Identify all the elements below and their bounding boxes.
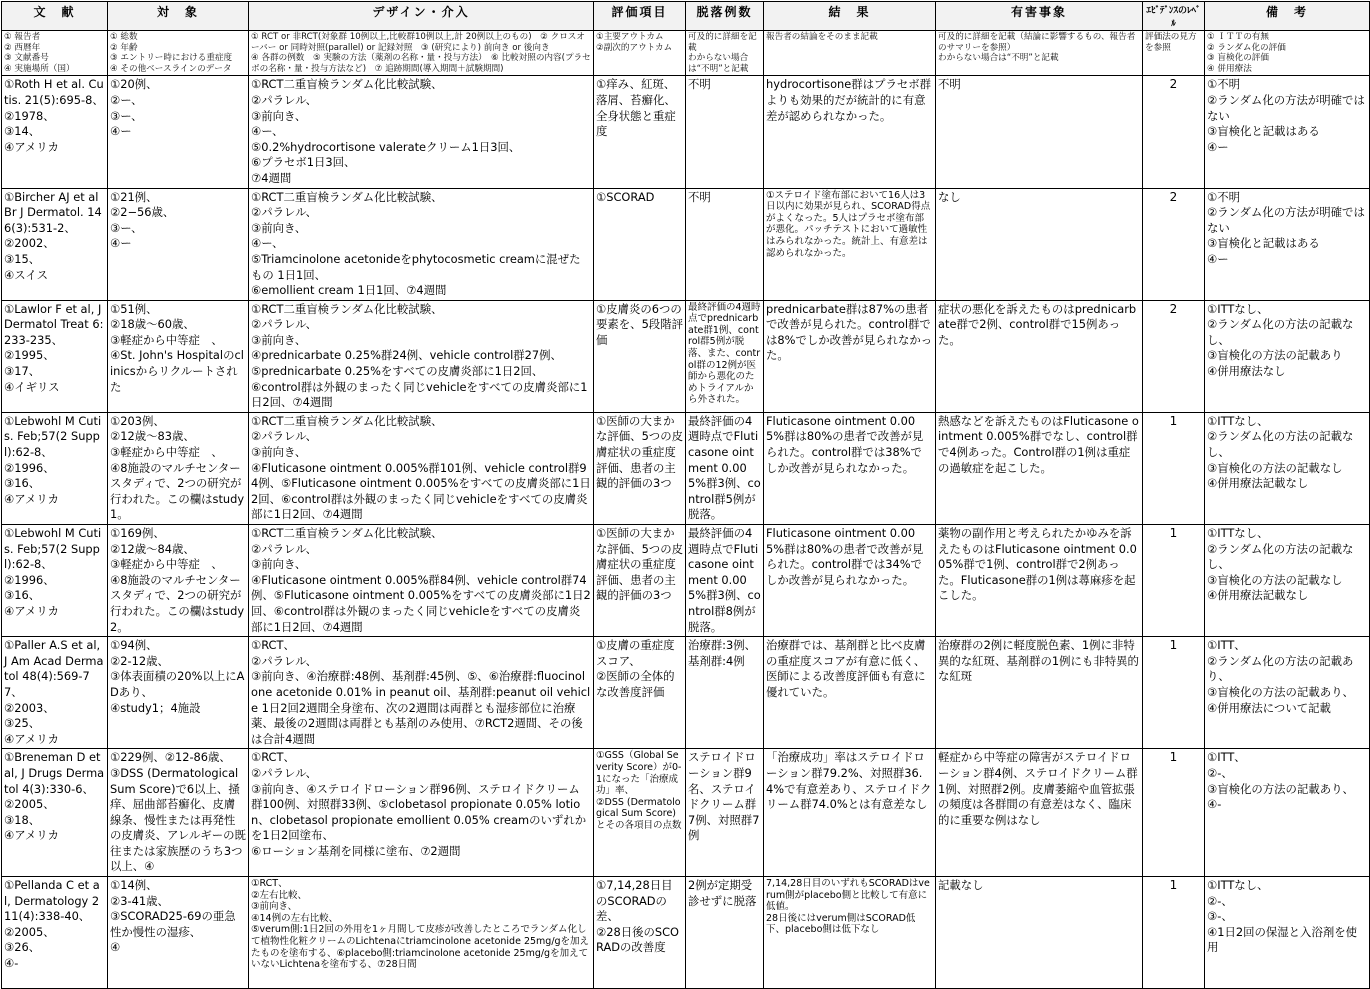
cell-line: ③前向き、 xyxy=(251,220,307,235)
cell-adverse-event xyxy=(936,300,1143,412)
cell-line: ②1978、 xyxy=(4,108,55,123)
cell-subject xyxy=(108,300,249,412)
cell-line: ①Bircher AJ et al Br J Dermatol. 146(3):531-2、 xyxy=(4,189,102,235)
cell-line: ④アメリカ xyxy=(4,139,59,154)
cell-line: ①医師の大まかな評価、5つの皮膚症状の重症度評価、患者の主観的評価の3つ xyxy=(596,526,683,603)
cell-line: ④1日2回の保湿と入浴剤を使用 xyxy=(1207,924,1358,955)
cell-line: ①Lebwohl M Cutis. Feb;57(2 Suppl):62-8、 xyxy=(4,413,102,460)
cell-evidence-level: 1 xyxy=(1143,877,1205,989)
cell-line: ①14例、 xyxy=(110,878,158,893)
cell-line: ③15、 xyxy=(4,251,41,266)
cell-design xyxy=(249,76,594,188)
cell-reference xyxy=(2,188,108,300)
cell-dropout xyxy=(686,637,764,749)
cell-line: ①ITTなし、 xyxy=(1207,301,1269,316)
cell-subject xyxy=(108,877,249,989)
subheader-row xyxy=(2,31,1370,76)
subheader-line: ① 総数 xyxy=(110,32,138,42)
cell-line: ①203例、 xyxy=(110,413,165,428)
cell-line: ②ランダム化の方法が明確ではない xyxy=(1207,92,1365,123)
cell-subject xyxy=(108,412,249,524)
cell-line: ⑤prednicarbate 0.25%をすべての皮膚炎部に1日2回、 xyxy=(251,364,544,379)
header-design: デザイン・介入 xyxy=(249,2,594,31)
cell-line: ④14例の左右比較、 xyxy=(251,912,339,924)
cell-line: ④St. John's Hospitalのclinicsからリクルートされた xyxy=(110,348,244,394)
cell-line: ②2003、 xyxy=(4,700,55,715)
cell-line: ④併用療法について記載 xyxy=(1207,700,1331,715)
cell-line: ③DSS (Dermatological Sum Score)で6以上、掻痒、屈曲部苔癬化、皮膚線条、慢性または再発性の皮膚炎、アレルギーの既往または家族歴のうち3つ以上、④ xyxy=(110,765,246,874)
cell-line: ②ランダム化の方法が明確ではない xyxy=(1207,205,1365,235)
cell-line: ⑤0.2%hydrocortisone valerateクリーム1日3回、 xyxy=(251,139,521,154)
cell-line: ②ランダム化の方法の記載なし、 xyxy=(1207,317,1354,347)
cell-line: ④ー xyxy=(1207,139,1229,154)
header-level: ｴﾋﾞﾃﾞﾝｽのﾚﾍﾞﾙ xyxy=(1143,2,1205,31)
cell-line: ⑥ローション基剤を同様に塗布、⑦2週間 xyxy=(251,843,461,858)
header-subject: 対 象 xyxy=(108,2,249,31)
cell-line: ①20例、 xyxy=(110,77,158,92)
cell-note xyxy=(1205,412,1370,524)
cell-subject xyxy=(108,637,249,749)
cell-line: 7,14,28日目のいずれもSCORADはverum側がplacebo側と比較して有意に低値。 xyxy=(766,878,930,913)
cell-line: 治療群の2例に軽度脱色素、1例に非特異的な紅斑、基剤群の1例にも非特異的な紅斑 xyxy=(938,638,1139,684)
cell-line: ③盲検化の方法の記載あり xyxy=(1207,348,1343,363)
cell-note xyxy=(1205,188,1370,300)
cell-line: ④Fluticasone ointment 0.005%群84例、vehicle control群74例、⑤Fluticasone ointment 0.005%をすべての皮膚炎部に1日2回、⑥control群は外観のまったく同じvehicleをすべての皮膚炎部に1日2回、⑦4週間 xyxy=(251,572,591,634)
cell-line: ②パラレル、 xyxy=(251,92,317,107)
header-result: 結 果 xyxy=(764,2,936,31)
cell-line: Fluticasone ointment 0.005%群は80%の患者で改善が見られた。control群では38%でしか改善が見られなかった。 xyxy=(766,413,924,475)
cell-line: ④- xyxy=(1207,797,1222,812)
cell-line: ③16、 xyxy=(4,476,41,491)
cell-line: ③ー、 xyxy=(110,108,143,123)
cell-line: ④併用療法記載なし xyxy=(1207,588,1309,603)
cell-line: 軽症から中等症の障害がステロイドローション群4例、ステロイドクリーム群1例、対照群2例。皮膚萎縮や血管拡張の頻度は各群間の有意差はなく、臨床的に重要な例はなし xyxy=(938,750,1138,827)
cell-note xyxy=(1205,877,1370,989)
cell-line: ④ xyxy=(110,940,121,955)
cell-line: ①Lebwohl M Cutis. Feb;57(2 Suppl):62-8、 xyxy=(4,526,102,572)
cell-line: ①RCT二重盲検ランダム化比較試験、 xyxy=(251,301,443,316)
cell-line: ①不明 xyxy=(1207,189,1240,204)
cell-dropout xyxy=(686,749,764,877)
cell-line: ②18歳〜60歳、 xyxy=(110,317,195,332)
cell-note xyxy=(1205,300,1370,412)
subheader-line: ② 年齢 xyxy=(110,42,138,53)
cell-dropout xyxy=(686,412,764,524)
cell-line: ①51例、 xyxy=(110,301,158,316)
header-row xyxy=(2,2,1370,31)
cell-line: ①RCT二重盲検ランダム化比較試験、 xyxy=(251,189,443,204)
subheader-line: ③ 文献番号 xyxy=(4,53,49,64)
cell-line: ③前向き、 xyxy=(251,557,307,572)
cell-line: 28日後にはverum側はSCORAD低下、placebo側は低下なし xyxy=(766,912,916,936)
cell-adverse-event xyxy=(936,525,1143,637)
cell-line: ④イギリス xyxy=(4,379,60,394)
table-row xyxy=(2,637,1370,749)
cell-line: ③前向き、 xyxy=(251,901,298,913)
cell-line: ①Breneman D et al, J Drugs Dermatol 4(3):330-6、 xyxy=(4,750,105,796)
cell-subject xyxy=(108,188,249,300)
cell-line: ③盲検化と記載はある xyxy=(1207,124,1320,139)
cell-line: ①痒み、紅斑、落屑、苔癬化、全身状態と重症度 xyxy=(596,77,676,139)
cell-evidence-level: 2 xyxy=(1143,76,1205,188)
cell-line: ③18、 xyxy=(4,812,41,827)
cell-line: ②パラレル、 xyxy=(251,541,317,556)
cell-line: ①ステロイド塗布部において16人は3日以内に効果が見られ、SCORAD得点がよくなった。5人はプラセボ塗布部が悪化。パッチテストにおいて過敏性はみられなかった。統計上、有意差は認められなかった。 xyxy=(766,189,931,259)
cell-line: ②パラレル、 xyxy=(251,653,317,668)
cell-reference xyxy=(2,637,108,749)
cell-line: ①皮膚炎の6つの要素を、5段階評価 xyxy=(596,301,683,347)
cell-design xyxy=(249,525,594,637)
cell-line: ④prednicarbate 0.25%群24例、vehicle control群27例、 xyxy=(251,348,562,363)
cell-line: ④併用療法記載なし xyxy=(1207,476,1309,491)
cell-line: 治療群では、基剤群と比べ皮膚の重症度スコアが有意に低く、医師による改善度評価も有意に優れていた。 xyxy=(766,638,926,699)
cell-subject xyxy=(108,749,249,877)
cell-line: ④ー、 xyxy=(251,236,284,251)
cell-line: ②2005、 xyxy=(4,797,55,812)
cell-note xyxy=(1205,637,1370,749)
subheader-line: ① RCT or 非RCT(対象群 10例以上,比較群10例以上,計 20例以上のもの) ② クロスオーバー or 同時対照(parallel) or 記録対照 ③ (研究により) 前向き or 後向き xyxy=(251,32,585,53)
cell-line: ②2−56歳、 xyxy=(110,205,175,220)
subheader-note xyxy=(1205,31,1370,76)
cell-line: ①21例、 xyxy=(110,189,158,204)
cell-line: ④ー、 xyxy=(251,124,284,139)
evidence-table xyxy=(1,1,1370,989)
cell-evidence-level: 1 xyxy=(1143,749,1205,877)
cell-reference xyxy=(2,877,108,989)
subheader-line: 可及的に詳細を記載 xyxy=(688,32,757,53)
cell-dropout xyxy=(686,76,764,188)
subheader-dropout xyxy=(686,31,764,76)
cell-line: ②1996、 xyxy=(4,460,55,475)
cell-line: ②ランダム化の方法の記載なし、 xyxy=(1207,429,1354,460)
cell-evidence-level: 1 xyxy=(1143,525,1205,637)
cell-line: ③盲検化の方法の記載あり、 xyxy=(1207,684,1354,699)
cell-line: ②-、 xyxy=(1207,893,1233,908)
cell-line: ③盲検化の方法の記載なし xyxy=(1207,572,1343,587)
cell-evaluation xyxy=(594,76,686,188)
cell-line: ④8施設のマルチセンタースタディで、2つの研究が行われた。この欄はstudy 2。 xyxy=(110,572,245,634)
cell-line: ①RCT二重盲検ランダム化比較試験、 xyxy=(251,526,443,540)
cell-line: ⑥control群は外観のまったく同じvehicleをすべての皮膚炎部に1日2回、⑦4週間 xyxy=(251,379,588,410)
cell-line: ③前向き、④ステロイドローション群96例、ステロイドクリーム群100例、対照群33例、⑤clobetasol propionate 0.05% lotion、clobetasol propionate emollient 0.05% creamのいずれかを1日2回塗布、 xyxy=(251,781,587,843)
cell-line: ②医師の全体的な改善度評価 xyxy=(596,669,675,699)
cell-result xyxy=(764,188,936,300)
cell-line: ①RCT二重盲検ランダム化比較試験、 xyxy=(251,413,443,428)
cell-line: ⑥emollient cream 1日1回、⑦4週間 xyxy=(251,283,447,298)
cell-line: ①GSS（Global Severity Score）が0-1になった「治療成功」率、 xyxy=(596,750,682,797)
subheader-subject xyxy=(108,31,249,76)
cell-dropout xyxy=(686,525,764,637)
subheader-line: ① ＩＴＴの有無 xyxy=(1207,32,1269,42)
table-row xyxy=(2,300,1370,412)
cell-line: ①Pellanda C et al, Dermatology 211(4):338-40、 xyxy=(4,878,100,924)
cell-line: ②パラレル、 xyxy=(251,429,317,444)
cell-dropout xyxy=(686,877,764,989)
subheader-ref xyxy=(2,31,108,76)
cell-design xyxy=(249,637,594,749)
subheader-line: ②副次的アウトカム xyxy=(596,42,673,53)
cell-line: ①皮膚の重症度スコア、 xyxy=(596,638,675,668)
cell-evaluation xyxy=(594,525,686,637)
table-row xyxy=(2,749,1370,877)
cell-line: 最終評価の4週時点でprednicarbate群1例、control群5例が脱落、また、control群の12例が医師から悪化のためトライアルから外された。 xyxy=(688,301,761,406)
cell-line: ①229例、②12-86歳、 xyxy=(110,750,231,765)
cell-line: ④Fluticasone ointment 0.005%群101例、vehicle control群94例、⑤Fluticasone ointment 0.005%をすべての皮膚炎部に1日2回、⑥control群は外観のまったく同じvehicleをすべての皮膚炎部に1日2回、⑦4週間 xyxy=(251,460,591,522)
cell-line: ⑦4週間 xyxy=(251,170,292,185)
cell-note xyxy=(1205,525,1370,637)
cell-line: 不明 xyxy=(688,77,711,92)
cell-adverse-event xyxy=(936,76,1143,188)
subheader-line: わからない場合は“不明”と記載 xyxy=(688,53,749,74)
cell-line: ②1996、 xyxy=(4,572,55,587)
cell-line: ④アメリカ xyxy=(4,491,59,506)
cell-reference xyxy=(2,525,108,637)
cell-dropout xyxy=(686,188,764,300)
cell-note xyxy=(1205,749,1370,877)
cell-line: ⑤verum側:1日2回の外用を1ヶ月間して皮疹が改善したところでランダム化して植物性化粧クリームのLichtenaにtriamcinolone acetonide 25mg/gを加えたものを塗布する、⑥placebo側:triamcinolone acetonide 25mg/gを加えていないLichtenaを塗布する、⑦28日間 xyxy=(251,924,590,971)
cell-evidence-level: 1 xyxy=(1143,637,1205,749)
cell-adverse-event xyxy=(936,412,1143,524)
table-row xyxy=(2,525,1370,637)
cell-line: Fluticasone ointment 0.005%群は80%の患者で改善が見られた。control群では34%でしか改善が見られなかった。 xyxy=(766,526,924,587)
cell-line: ②ランダム化の方法の記載なし、 xyxy=(1207,541,1354,572)
header-eval: 評価項目 xyxy=(594,2,686,31)
cell-line: hydrocortisone群はプラセボ群よりも効果的だが統計的に有意差が認められなかった。 xyxy=(766,77,932,123)
cell-subject xyxy=(108,525,249,637)
cell-line: ②パラレル、 xyxy=(251,317,317,332)
cell-line: ②パラレル、 xyxy=(251,765,317,780)
cell-line: 最終評価の4週時点でFluticasone ointment 0.005%群3例、control群8例が脱落。 xyxy=(688,526,761,634)
cell-line: ③前向き、 xyxy=(251,108,307,123)
cell-dropout xyxy=(686,300,764,412)
cell-evaluation xyxy=(594,300,686,412)
subheader-result xyxy=(764,31,936,76)
cell-result xyxy=(764,749,936,877)
cell-line: ③前向き、 xyxy=(251,445,307,460)
cell-line: 症状の悪化を訴えたものはprednicarbate群で2例、control群で15例あった。 xyxy=(938,301,1137,347)
cell-evaluation xyxy=(594,637,686,749)
cell-subject xyxy=(108,76,249,188)
cell-line: ④アメリカ xyxy=(4,603,59,618)
cell-line: prednicarbate群は87%の患者で改善が見られた。control群では8%でしか改善が見られなかった。 xyxy=(766,301,933,363)
cell-line: ③ー、 xyxy=(110,220,143,235)
cell-result xyxy=(764,525,936,637)
subheader-line: 可及的に詳細を記載（結論に影響するもの、報告者のサマリーを参照） xyxy=(938,32,1136,53)
cell-line: ③体表面積の20%以上にADあり、 xyxy=(110,669,245,699)
cell-line: ⑤Triamcinolone acetonideをphytocosmetic creamに混ぜたもの 1日1回、 xyxy=(251,251,581,282)
cell-line: ④スイス xyxy=(4,267,49,282)
cell-line: 2例が定期受診せずに脱落 xyxy=(688,878,757,908)
cell-line: ④- xyxy=(4,956,19,971)
cell-line: ④アメリカ xyxy=(4,731,59,746)
cell-line: ステロイドローション群9名、ステロイドクリーム群7例、対照群7例 xyxy=(688,750,760,843)
subheader-line: ② 西暦年 xyxy=(4,42,41,53)
cell-line: ①94例、 xyxy=(110,638,158,653)
cell-line: 不明 xyxy=(938,77,961,92)
cell-line: ③軽症から中等症 、 xyxy=(110,332,223,347)
cell-line: ②3-41歳、 xyxy=(110,893,169,908)
cell-line: ③16、 xyxy=(4,588,41,603)
cell-line: ④ー xyxy=(1207,251,1229,266)
cell-note xyxy=(1205,76,1370,188)
cell-design xyxy=(249,188,594,300)
cell-line: ②1995、 xyxy=(4,348,55,363)
cell-line: ⑥プラセボ1日3回、 xyxy=(251,155,356,170)
cell-result xyxy=(764,76,936,188)
cell-reference xyxy=(2,300,108,412)
subheader-line: ④ 実施場所（国） xyxy=(4,63,75,74)
cell-line: ②パラレル、 xyxy=(251,205,317,220)
cell-line: ③SCORAD25-69の亜急性か慢性の湿疹、 xyxy=(110,909,236,939)
cell-line: ①ITT、 xyxy=(1207,638,1246,653)
cell-evidence-level: 1 xyxy=(1143,412,1205,524)
cell-line: ④ー xyxy=(110,236,132,251)
cell-line: ①ITTなし、 xyxy=(1207,413,1269,428)
cell-line: ①ITT、 xyxy=(1207,750,1246,765)
cell-evidence-level: 2 xyxy=(1143,300,1205,412)
subheader-line: ④ 各群の例数 ⑤ 実験の方法（薬剤の名称・量・投与方法） ⑥ 比較対照の内容(プラセボの名称・量・投与方法など) ⑦ 追跡期間(導入期間＋試験期間) xyxy=(251,53,591,74)
cell-line: ①RCT二重盲検ランダム化比較試験、 xyxy=(251,77,443,92)
cell-line: 治療群:3例、基剤群:4例 xyxy=(688,638,757,668)
cell-line: ③盲検化の方法の記載なし xyxy=(1207,460,1343,475)
cell-line: なし xyxy=(938,189,961,204)
cell-adverse-event xyxy=(936,749,1143,877)
cell-evaluation xyxy=(594,877,686,989)
cell-evaluation xyxy=(594,412,686,524)
cell-line: ②12歳〜84歳、 xyxy=(110,541,195,556)
cell-adverse-event xyxy=(936,188,1143,300)
cell-evaluation xyxy=(594,188,686,300)
subheader-line: ①主要アウトカム xyxy=(596,32,664,42)
cell-line: ③14、 xyxy=(4,124,41,139)
cell-line: ③17、 xyxy=(4,364,41,379)
cell-line: ①Roth H et al. Cutis. 21(5):695-8、 xyxy=(4,77,104,107)
cell-line: ②DSS (Dermatological Sum Score)とその各項目の点数 xyxy=(596,796,682,831)
cell-evidence-level: 2 xyxy=(1143,188,1205,300)
cell-result xyxy=(764,637,936,749)
cell-line: ④8施設のマルチセンタースタディで、2つの研究が行われた。この欄はstudy 1。 xyxy=(110,460,245,522)
cell-result xyxy=(764,300,936,412)
cell-line: 「治療成功」率はステロイドローション群79.2%、対照群36.4%で有意差あり、ステロイドクリーム群74.0%とは有意差なし xyxy=(766,750,932,812)
cell-result xyxy=(764,412,936,524)
subheader-line: ④ その他ベースラインのデータ xyxy=(110,63,232,74)
cell-line: ③-、 xyxy=(1207,909,1233,924)
cell-line: ①169例、 xyxy=(110,526,165,540)
table-body xyxy=(2,76,1370,989)
table-row xyxy=(2,412,1370,524)
cell-line: ①Paller A.S et al, J Am Acad Dermatol 48(4):569-77、 xyxy=(4,638,104,699)
cell-line: ②ランダム化の方法の記載あり、 xyxy=(1207,653,1354,684)
cell-line: 記載なし xyxy=(938,878,984,893)
subheader-eval xyxy=(594,31,686,76)
cell-line: ②2002、 xyxy=(4,236,55,251)
cell-design xyxy=(249,412,594,524)
subheader-line: ④ 併用療法 xyxy=(1207,63,1252,74)
cell-line: 最終評価の4週時点でFluticasone ointment 0.005%群3例、control群5例が脱落。 xyxy=(688,413,761,522)
cell-design xyxy=(249,877,594,989)
cell-reference xyxy=(2,76,108,188)
cell-line: ②12歳〜83歳、 xyxy=(110,429,195,444)
cell-line: ①RCT、 xyxy=(251,638,295,653)
table-row xyxy=(2,188,1370,300)
header-adverse: 有害事象 xyxy=(936,2,1143,31)
cell-line: ②ー、 xyxy=(110,92,143,107)
subheader-design xyxy=(249,31,594,76)
cell-line: ①ITTなし、 xyxy=(1207,878,1269,893)
cell-line: ②-、 xyxy=(1207,765,1233,780)
cell-line: ④アメリカ xyxy=(4,828,59,843)
cell-line: ④ー xyxy=(110,124,132,139)
cell-line: ③盲検化の方法の記載あり、 xyxy=(1207,781,1354,796)
cell-line: ③前向き、 xyxy=(251,332,307,347)
cell-line: ①RCT、 xyxy=(251,878,288,890)
cell-line: 熱感などを訴えたものはFluticasone ointment 0.005%群でなし、control群で4例あった。Control群の1例は重症の過敏症を起こした。 xyxy=(938,413,1139,475)
cell-line: ①SCORAD xyxy=(596,189,655,204)
cell-line: 不明 xyxy=(688,189,711,204)
cell-line: ③軽症から中等症 、 xyxy=(110,445,223,460)
subheader-adverse xyxy=(936,31,1143,76)
cell-line: ②2005、 xyxy=(4,924,55,939)
cell-line: ①医師の大まかな評価、5つの皮膚症状の重症度評価、患者の主観的評価の3つ xyxy=(596,413,683,491)
subheader-level xyxy=(1143,31,1205,76)
cell-line: ③軽症から中等症 、 xyxy=(110,557,223,572)
cell-result xyxy=(764,877,936,989)
cell-line: ④併用療法なし xyxy=(1207,364,1286,379)
cell-adverse-event xyxy=(936,877,1143,989)
cell-line: 薬物の副作用と考えられたかゆみを訴えたものはFluticasone ointment 0.005%群で1例、control群で2例あった。Fluticasone群の1例は蕁麻疹を起こした。 xyxy=(938,526,1137,603)
header-note: 備 考 xyxy=(1205,2,1370,31)
cell-line: ①不明 xyxy=(1207,77,1240,92)
cell-reference xyxy=(2,412,108,524)
cell-line: ③25、 xyxy=(4,716,41,731)
subheader-line: わからない場合は“不明”と記載 xyxy=(938,53,1059,64)
cell-line: ③盲検化と記載はある xyxy=(1207,236,1320,251)
cell-line: ③前向き、④治療群:48例、基剤群:45例、⑤、⑥治療群:fluocinolone acetonide 0.01% in peanut oil、基剤群:peanut oil vehicle 1日2回2週間全身塗布、次の2週間は両群とも湿疹部位に治療薬、最後の2週間は両群とも基剤のみ使用、⑦RCT2週間、その後は合計4週間 xyxy=(251,669,591,746)
header-dropout: 脱落例数 xyxy=(686,2,764,31)
cell-design xyxy=(249,300,594,412)
table-row xyxy=(2,76,1370,188)
cell-line: ②2-12歳、 xyxy=(110,653,169,668)
cell-line: ①Lawlor F et al, J Dermatol Treat 6:233-235、 xyxy=(4,301,104,347)
subheader-line: ② ランダム化の評価 xyxy=(1207,42,1286,53)
cell-line: ②左右比較、 xyxy=(251,889,308,901)
cell-adverse-event xyxy=(936,637,1143,749)
cell-line: ①RCT、 xyxy=(251,750,295,765)
subheader-line: ③ 盲検化の評価 xyxy=(1207,53,1269,64)
header-ref: 文 献 xyxy=(2,2,108,31)
cell-line: ②28日後のSCORADの改善度 xyxy=(596,924,680,955)
subheader-line: 評価法の見方を参照 xyxy=(1145,32,1197,53)
cell-evaluation xyxy=(594,749,686,877)
subheader-line: ① 報告者 xyxy=(4,32,41,42)
table-row xyxy=(2,877,1370,989)
cell-reference xyxy=(2,749,108,877)
cell-line: ④study1；4施設 xyxy=(110,700,201,715)
cell-line: ①7,14,28日目のSCORADの差、 xyxy=(596,878,673,924)
cell-line: ③26、 xyxy=(4,940,41,955)
subheader-line: 報告者の結論をそのまま記載 xyxy=(766,32,878,42)
cell-line: ①ITTなし、 xyxy=(1207,526,1269,540)
subheader-line: ③ エントリー時における重症度 xyxy=(110,53,233,64)
cell-design xyxy=(249,749,594,877)
